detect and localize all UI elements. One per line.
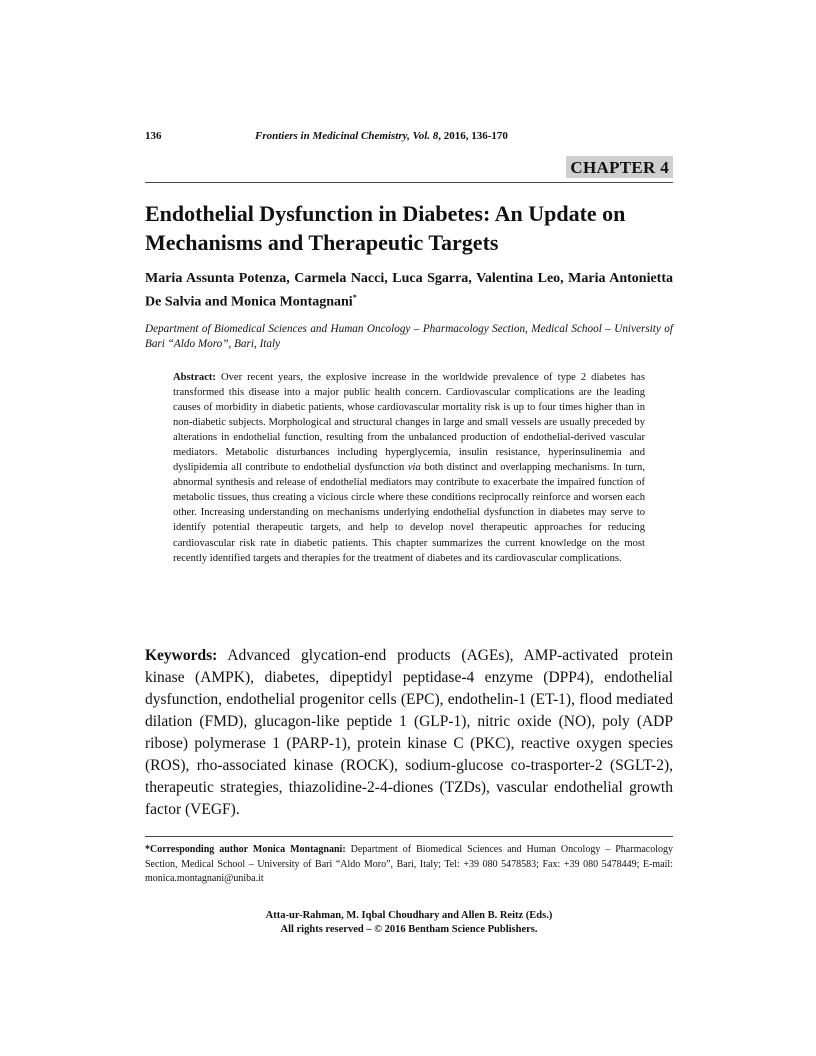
footnote-text: Department of Biomedical Sciences and Human Oncology – Pharmacology Section, Medical School – University of Bari “Aldo Moro”, Bari, Italy; Tel: +39 080 5478583; Fax: +39 080 5478449; E-mail: monica.montagnani@uniba.it xyxy=(145,844,673,884)
footnote-label: *Corresponding author Monica Montagnani: xyxy=(145,844,346,855)
running-header xyxy=(145,130,673,148)
abstract-text-part2: both distinct and overlapping mechanisms. In turn, abnormal synthesis and release of endothelial mediators may contribute to exacerbate the impaired function of metabolic tissues, thus creating a vicious circle where these conditions reciprocally reinforce and worsen each other. Increasing understanding on mechanisms underlying endothelial dysfunction in diabetes may serve to identify potential therapeutic targets, and help to develop novel therapeutic approaches for reducing cardiovascular risk rate in diabetic patients. This chapter summarizes the current knowledge on the most recently identified targets and therapies for the treatment of diabetes and its cardiovascular complications. xyxy=(173,462,645,564)
corresponding-marker: * xyxy=(352,293,357,302)
rights-line: All rights reserved – © 2016 Bentham Science Publishers. xyxy=(280,924,538,935)
editors-line: Atta-ur-Rahman, M. Iqbal Choudhary and Allen B. Reitz (Eds.) xyxy=(265,910,553,921)
abstract-label: Abstract: xyxy=(173,372,216,383)
abstract-via: via xyxy=(407,462,421,474)
journal-year-pages: , 2016, 136-170 xyxy=(438,130,508,142)
chapter-label: CHAPTER 4 xyxy=(566,156,673,178)
journal-citation xyxy=(255,130,508,142)
journal-name: Frontiers in Medicinal Chemistry, Vol. 8 xyxy=(255,130,439,142)
abstract-text-part1: Over recent years, the explosive increase in the worldwide prevalence of type 2 diabetes has transformed this disease into a major public health concern. Cardiovascular complications are the leading causes of morbidity in diabetic patients, whose cardiovascular mortality risk is up to four times higher than in non-diabetic subjects. Morphological and structural changes in large and small vessels are usually preceded by alterations in endothelial function, resulting from the unbalanced production of endothelial-derived vascular mediators. Metabolic disturbances including hyperglycemia, insulin resistance, hyperinsulinemia and dyslipidemia all contribute to endothelial dysfunction xyxy=(173,372,645,474)
author-list xyxy=(145,269,673,312)
author-names: Maria Assunta Potenza, Carmela Nacci, Luca Sgarra, Valentina Leo, Maria Antonietta De Salvia and Monica Montagnani xyxy=(145,271,673,310)
publisher-info xyxy=(145,909,673,937)
keywords xyxy=(145,645,673,821)
keywords-label: Keywords: xyxy=(145,647,218,664)
abstract xyxy=(173,370,645,566)
keywords-text: Advanced glycation-end products (AGEs), AMP-activated protein kinase (AMPK), diabetes, dipeptidyl peptidase-4 enzyme (DPP4), endothelial dysfunction, endothelial progenitor cells (EPC), endothelin-1 (ET-1), flood mediated dilation (FMD), glucagon-like peptide 1 (GLP-1), nitric oxide (NO), poly (ADP ribose) polymerase 1 (PARP-1), protein kinase C (PKC), reactive oxygen species (ROS), rho-associated kinase (ROCK), sodium-glucose co-trasporter-2 (SGLT-2), therapeutic strategies, thiazolidine-2-4-diones (TZDs), vascular endothelial growth factor (VEGF). xyxy=(145,647,673,818)
header-divider xyxy=(145,182,673,183)
page-number: 136 xyxy=(145,130,162,142)
affiliation: Department of Biomedical Sciences and Human Oncology – Pharmacology Section, Medical School – University of Bari “Aldo Moro”, Bari, Italy xyxy=(145,323,673,350)
footnote-divider xyxy=(145,836,673,837)
footnote xyxy=(145,843,673,887)
paper-title: Endothelial Dysfunction in Diabetes: An Update on Mechanisms and Therapeutic Targets xyxy=(145,201,626,255)
